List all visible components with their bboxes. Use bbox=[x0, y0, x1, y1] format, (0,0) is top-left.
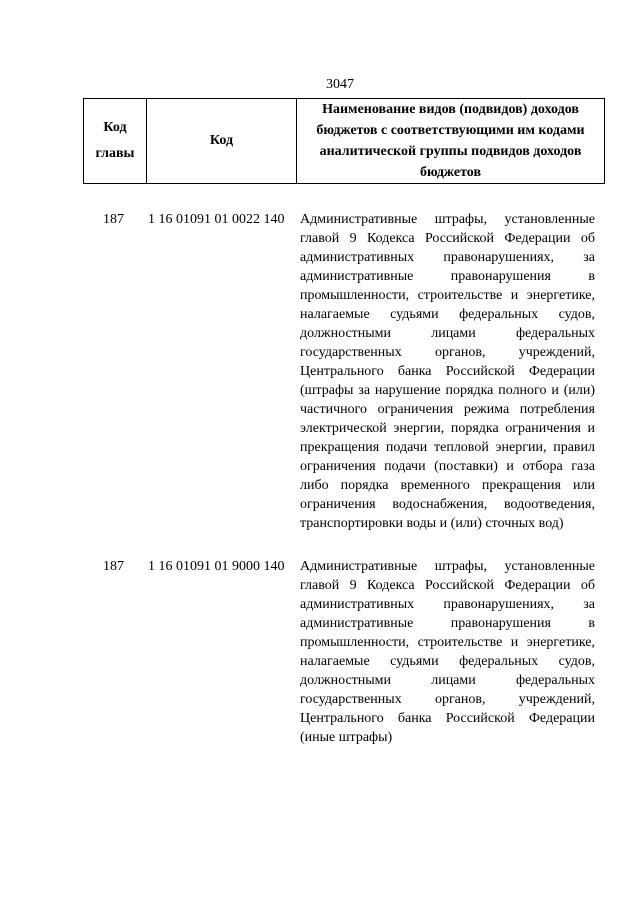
header-kod-glavy-line1: Код bbox=[103, 120, 127, 135]
header-kod-glavy-line2: главы bbox=[95, 146, 135, 161]
row-kod: 1 16 01091 01 9000 140 bbox=[148, 559, 285, 574]
row-kod: 1 16 01091 01 0022 140 bbox=[148, 212, 285, 227]
row-glava: 187 bbox=[103, 212, 124, 227]
page-number: 3047 bbox=[326, 77, 354, 92]
header-kod-glavy bbox=[84, 99, 147, 183]
header-kod: Код bbox=[147, 99, 297, 183]
table-header bbox=[83, 98, 605, 184]
row-glava: 187 bbox=[103, 559, 124, 574]
row-naimenovanie: Административные штрафы, установленные главой 9 Кодекса Российской Федерации об административных правонарушениях, за административные правонарушения в промышленности, строительстве и энергетике, налагаемые судьями федеральных судов, должностными лицами федеральных государственных органов, учреждений, Центрального банка Российской Федерации (иные штрафы) bbox=[300, 559, 595, 745]
row-naimenovanie: Административные штрафы, установленные главой 9 Кодекса Российской Федерации об административных правонарушениях, за административные правонарушения в промышленности, строительстве и энергетике, налагаемые судьями федеральных судов, должностными лицами федеральных государственных органов, учреждений, Центрального банка Российской Федерации (штрафы за нарушение порядка полного и (или) частичного ограничения режима потребления электрической энергии, порядка ограничения и прекращения подачи тепловой энергии, правил ограничения подачи (поставки) и отбора газа либо порядка временного прекращения или ограничения водоснабжения, водоотведения, транспортировки воды и (или) сточных вод) bbox=[300, 212, 595, 531]
header-naimenovanie: Наименование видов (подвидов) доходов бюджетов с соответствующими им кодами аналитической группы подвидов доходов бюджетов bbox=[316, 102, 585, 180]
